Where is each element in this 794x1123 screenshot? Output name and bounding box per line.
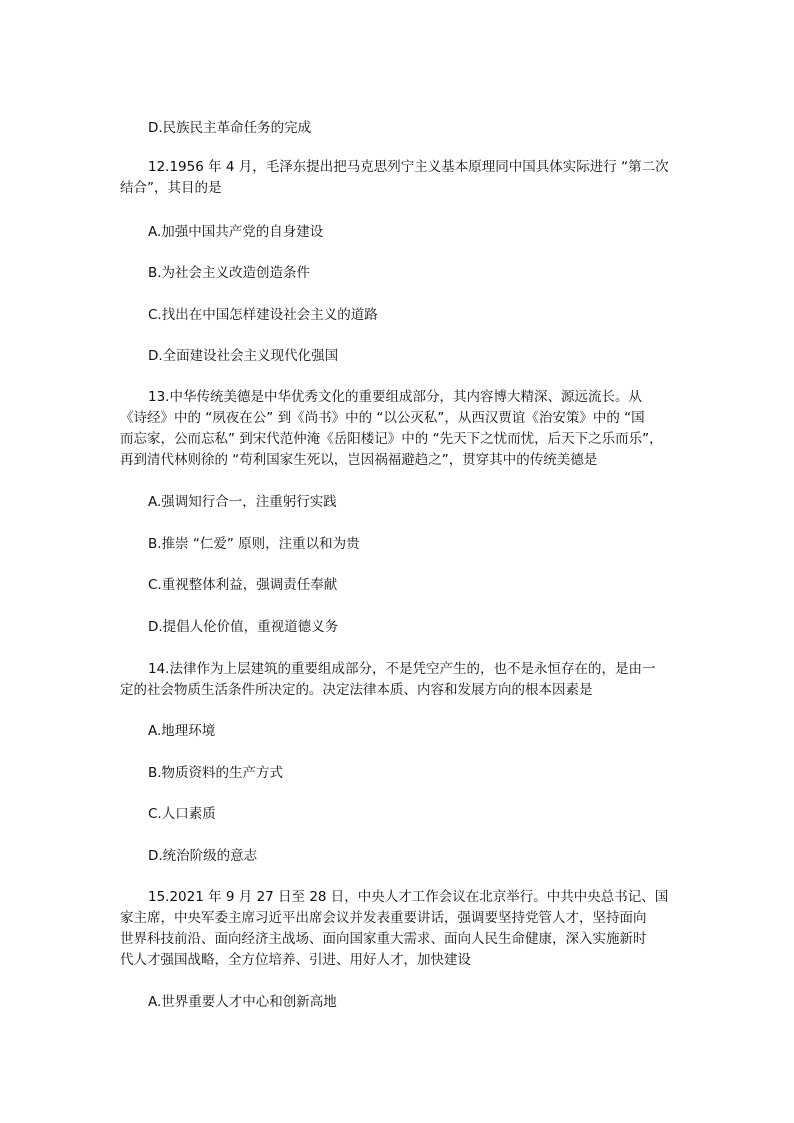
q15-option-a: A.世界重要人才中心和创新高地 <box>148 994 337 1010</box>
q12-option-b: B.为社会主义改造创造条件 <box>148 265 311 281</box>
question-text-line: 而忘家，公而忘私” 到宋代范仲淹《岳阳楼记》中的 “先天下之忧而忧，后天下之乐而乐”， <box>120 431 663 447</box>
q12-option-a: A.加强中国共产党的自身建设 <box>148 224 324 240</box>
q14-option-a: A.地理环境 <box>148 723 216 739</box>
question-text-line: 14.法律作为上层建筑的重要组成部分，不是凭空产生的，也不是永恒存在的，是由一 <box>148 661 656 677</box>
q11-option-d: D.民族民主革命任务的完成 <box>148 120 312 136</box>
q12-option-d: D.全面建设社会主义现代化强国 <box>148 348 339 364</box>
question-14 <box>120 659 680 701</box>
question-13 <box>120 387 680 471</box>
question-text-line: 再到清代林则徐的 “苟利国家生死以，岂因祸福避趋之”，贯穿其中的传统美德是 <box>120 452 598 468</box>
question-12 <box>120 157 680 199</box>
q13-option-a: A.强调知行合一，注重躬行实践 <box>148 494 337 510</box>
question-15 <box>120 887 680 971</box>
q14-option-c: C.人口素质 <box>148 806 216 822</box>
question-text-line: 定的社会物质生活条件所决定的。决定法律本质、内容和发展方向的根本因素是 <box>120 682 593 698</box>
question-text-line: 《诗经》中的 “夙夜在公” 到《尚书》中的 “以公灭私”，从西汉贾谊《治安策》中的 “国 <box>120 410 645 426</box>
question-text-line: 结合”，其目的是 <box>120 180 222 196</box>
q13-option-d: D.提倡人伦价值，重视道德义务 <box>148 619 339 635</box>
question-text-line: 代人才强国战略，全方位培养、引进、用好人才，加快建设 <box>120 952 471 968</box>
q13-option-c: C.重视整体利益，强调责任奉献 <box>148 577 338 593</box>
q13-option-b: B.推崇 “仁爱” 原则，注重以和为贵 <box>148 536 360 552</box>
q14-option-d: D.统治阶级的意志 <box>148 848 258 864</box>
question-text-line: 13.中华传统美德是中华优秀文化的重要组成部分，其内容博大精深、源远流长。从 <box>148 389 642 405</box>
q14-option-b: B.物质资料的生产方式 <box>148 765 284 781</box>
question-text-line: 世界科技前沿、面向经济主战场、面向国家重大需求、面向人民生命健康，深入实施新时 <box>120 931 647 947</box>
q12-option-c: C.找出在中国怎样建设社会主义的道路 <box>148 307 378 323</box>
question-text-line: 15.2021 年 9 月 27 日至 28 日，中央人才工作会议在北京举行。中共中央总书记、国 <box>148 889 669 905</box>
question-text-line: 家主席，中央军委主席习近平出席会议并发表重要讲话，强调要坚持党管人才，坚持面向 <box>120 910 647 926</box>
question-text-line: 12.1956 年 4 月，毛泽东提出把马克思列宁主义基本原理同中国具体实际进行 “第二次 <box>148 159 669 175</box>
